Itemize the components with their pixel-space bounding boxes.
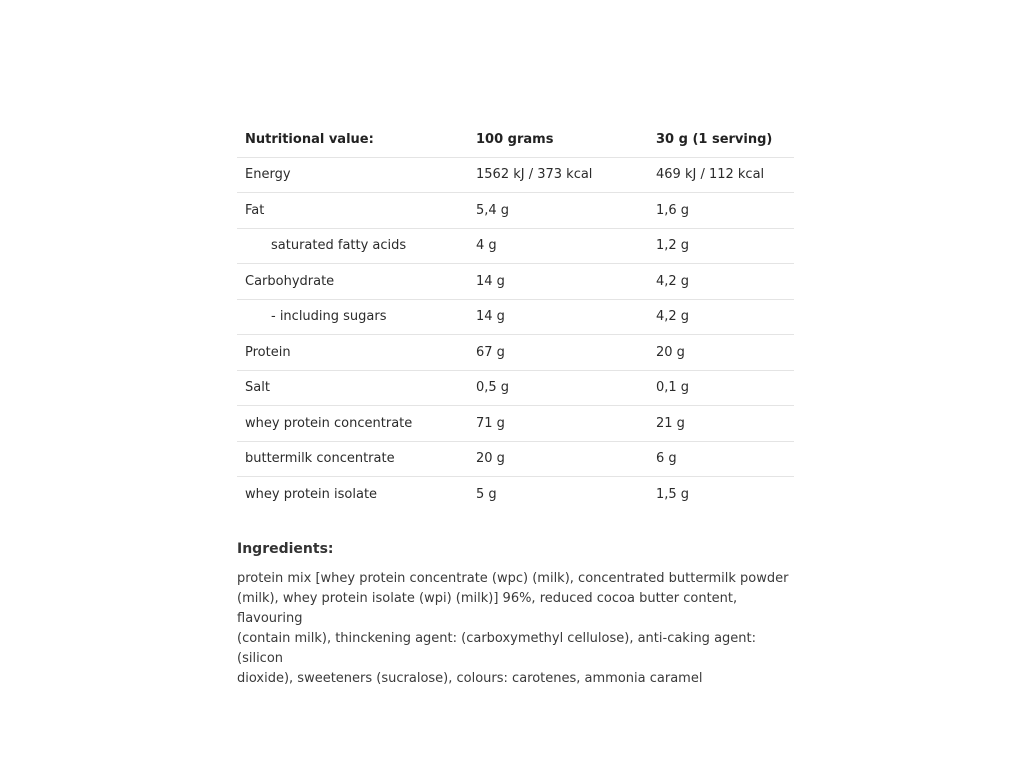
per-serving-cell: 20 g — [648, 335, 794, 371]
per-serving-cell: 4,2 g — [648, 299, 794, 335]
per-serving-cell: 1,2 g — [648, 228, 794, 264]
per-100g-cell: 5 g — [476, 486, 497, 502]
ingredients-text — [237, 569, 797, 689]
nutrient-name-cell: Salt — [237, 370, 468, 406]
per-100g-cell: 67 g — [468, 335, 648, 371]
per-100g-cell: 14 g — [468, 299, 648, 335]
nutrient-name-cell: buttermilk concentrate — [237, 441, 468, 477]
ingredients-section — [237, 541, 797, 689]
nutrition-table — [237, 122, 794, 512]
ingredients-line: dioxide), sweeteners (sucralose), colours: carotenes, ammonia caramel — [237, 671, 703, 686]
per-100g-cell: 4 g — [468, 228, 648, 264]
table-row — [237, 406, 794, 442]
per-serving-cell: 4,2 g — [648, 264, 794, 300]
per-serving-cell: 1,6 g — [648, 193, 794, 229]
per-100g-cell: 1562 kJ / 373 kcal — [468, 157, 648, 193]
per-100g-cell: 0,5 g — [468, 370, 648, 406]
table-row — [237, 477, 794, 512]
per-100g-cell: 20 g — [468, 441, 648, 477]
ingredients-title: Ingredients: — [237, 541, 334, 557]
nutrient-name-cell: Protein — [237, 335, 468, 371]
header-nutritional-value: Nutritional value: — [237, 122, 468, 157]
nutrient-name-cell: - including sugars — [237, 299, 468, 335]
table-row — [237, 441, 794, 477]
table-header-row — [237, 122, 794, 157]
per-100g-cell: 14 g — [468, 264, 648, 300]
per-serving-cell: 21 g — [648, 406, 794, 442]
table-row — [237, 370, 794, 406]
table-row — [237, 299, 794, 335]
per-serving-cell: 1,5 g — [656, 486, 690, 502]
ingredients-line: (contain milk), thinckening agent: (carboxymethyl cellulose), anti-caking agent: (silicon — [237, 631, 757, 666]
table-body — [237, 157, 794, 512]
per-100g-cell: 71 g — [468, 406, 648, 442]
ingredients-line: (milk), whey protein isolate (wpi) (milk)] 96%, reduced cocoa butter content, flavouring — [237, 591, 738, 626]
nutrient-name-cell: whey protein isolate — [245, 486, 378, 502]
per-serving-cell: 6 g — [648, 441, 794, 477]
table-row — [237, 264, 794, 300]
nutrient-name-cell: Energy — [237, 157, 468, 193]
table-row — [237, 157, 794, 193]
per-100g-cell: 5,4 g — [468, 193, 648, 229]
nutrient-name-cell: Fat — [237, 193, 468, 229]
nutrient-name-cell: whey protein concentrate — [237, 406, 468, 442]
table-row — [237, 335, 794, 371]
nutrient-name-cell: saturated fatty acids — [237, 228, 468, 264]
table-row — [237, 228, 794, 264]
header-100-grams: 100 grams — [468, 122, 648, 157]
ingredients-line: protein mix [whey protein concentrate (wpc) (milk), concentrated buttermilk powder — [237, 571, 789, 586]
per-serving-cell: 0,1 g — [648, 370, 794, 406]
table-row — [237, 193, 794, 229]
header-per-serving: 30 g (1 serving) — [648, 122, 794, 157]
nutrient-name-cell: Carbohydrate — [237, 264, 468, 300]
per-serving-cell: 469 kJ / 112 kcal — [648, 157, 794, 193]
